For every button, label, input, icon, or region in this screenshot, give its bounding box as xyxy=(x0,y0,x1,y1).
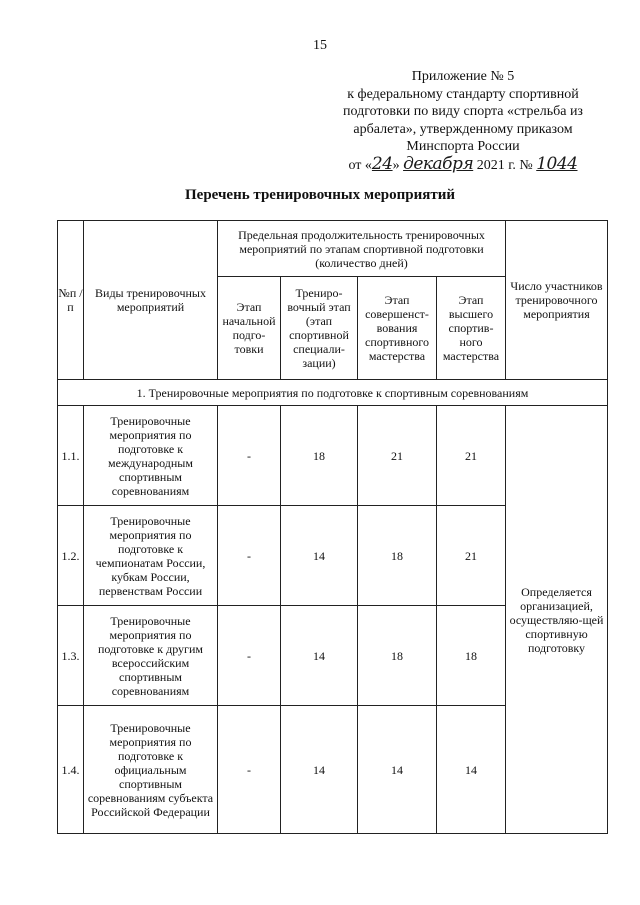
appendix-line: арбалета», утвержденному приказом xyxy=(353,121,573,137)
row-stage-highest: 14 xyxy=(437,706,506,834)
table-row xyxy=(58,406,608,506)
training-events-table xyxy=(57,220,608,834)
row-stage-highest: 21 xyxy=(437,406,506,506)
row-stage-training: 14 xyxy=(281,706,358,834)
header-stage-highest: Этап высшего спортив-ного мастерства xyxy=(437,277,506,380)
participants-note: Определяется организацией, осуществляю-щей спортивную подготовку xyxy=(506,406,608,834)
row-kind: Тренировочные мероприятия по подготовке к другим всероссийским спортивным соревнованиям xyxy=(84,606,218,706)
row-stage-training: 18 xyxy=(281,406,358,506)
appendix-header xyxy=(318,68,608,174)
section-title: 1. Тренировочные мероприятия по подготовке к спортивным соревнованиям xyxy=(58,380,608,406)
header-stage-improvement: Этап совершенст-вования спортивного мастерства xyxy=(358,277,437,380)
header-duration: Предельная продолжительность тренировочных мероприятий по этапам спортивной подготовки (количество дней) xyxy=(218,221,506,277)
order-number-handwritten: 1044 xyxy=(536,153,578,174)
header-stage-training: Трениро-вочный этап (этап спортивной специали-зации) xyxy=(281,277,358,380)
order-mid: » xyxy=(392,157,400,173)
row-kind: Тренировочные мероприятия по подготовке к официальным спортивным соревнованиям субъекта Российской Федерации xyxy=(84,706,218,834)
header-stage-initial: Этап начальной подго-товки xyxy=(218,277,281,380)
row-kind: Тренировочные мероприятия по подготовке к чемпионатам России, кубкам России, первенствам России xyxy=(84,506,218,606)
appendix-line: подготовки по виду спорта «стрельба из xyxy=(343,104,583,119)
row-stage-training: 14 xyxy=(281,606,358,706)
page-number: 15 xyxy=(313,38,327,53)
row-stage-highest: 21 xyxy=(437,506,506,606)
row-stage-initial: - xyxy=(218,406,281,506)
row-num: 1.1. xyxy=(58,406,84,506)
section-row xyxy=(58,380,608,406)
appendix-line: Минспорта России xyxy=(406,139,520,154)
appendix-line: к федеральному стандарту спортивной xyxy=(347,86,579,102)
row-stage-improvement: 18 xyxy=(358,606,437,706)
row-num: 1.3. xyxy=(58,606,84,706)
order-day-handwritten: 24 xyxy=(371,153,393,174)
row-stage-improvement: 21 xyxy=(358,406,437,506)
row-stage-improvement: 14 xyxy=(358,706,437,834)
row-stage-initial: - xyxy=(218,506,281,606)
header-num: №п /п xyxy=(58,221,84,380)
row-kind: Тренировочные мероприятия по подготовке к международным спортивным соревнованиям xyxy=(84,406,218,506)
row-stage-initial: - xyxy=(218,706,281,834)
order-date-line xyxy=(318,153,608,175)
row-stage-training: 14 xyxy=(281,506,358,606)
order-prefix: от « xyxy=(348,157,372,173)
row-num: 1.2. xyxy=(58,506,84,606)
header-participants: Число участников тренировочного мероприятия xyxy=(506,221,608,380)
header-row xyxy=(58,221,608,277)
row-num: 1.4. xyxy=(58,706,84,834)
row-stage-improvement: 18 xyxy=(358,506,437,606)
document-title: Перечень тренировочных мероприятий xyxy=(185,187,455,203)
order-month-handwritten: декабря xyxy=(403,153,474,174)
row-stage-initial: - xyxy=(218,606,281,706)
appendix-line: Приложение № 5 xyxy=(411,69,515,84)
row-stage-highest: 18 xyxy=(437,606,506,706)
order-year: 2021 г. № xyxy=(476,157,533,173)
header-kind: Виды тренировочных мероприятий xyxy=(84,221,218,380)
